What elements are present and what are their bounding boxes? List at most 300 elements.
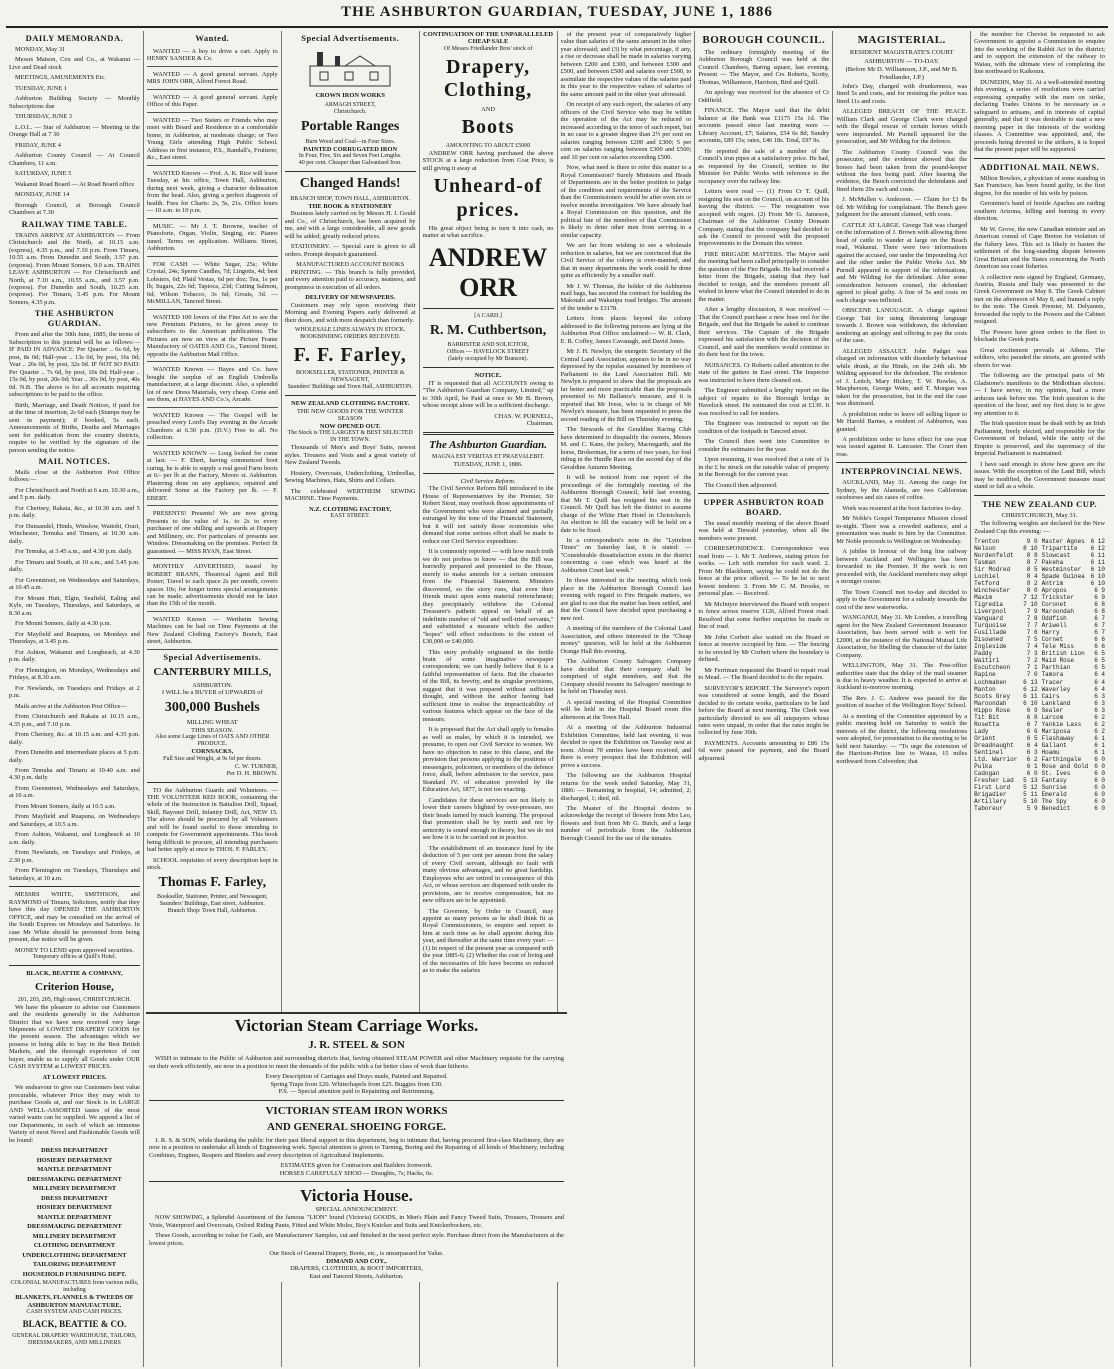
manufactured-text: MANUFACTURED ACCOUNT BOOKS — [296, 261, 405, 269]
horse-name: Fusillade — [974, 629, 1007, 637]
mail-item: For Christchurch and North at 6 a.m. 10.30 a.m., and 5 p.m. daily. — [9, 486, 140, 502]
mail-item: For Chertsey, Rakaia, &c., at 10.30 a.m. and 5 p.m. daily. — [9, 504, 140, 520]
ranges-sub: Burn Wood and Coal—in Four Sizes. — [305, 138, 396, 145]
news-paragraph: of the present year of comparatively higher value than salaries of the same amount in the other year aforesaid; and (3) by what percentage, if any, a rise or decrease shall be made in salaries varying between £200 and £300, and between £300 and £500, and between £500 and salaries over £500, to assimilate the respective values of the salaries paid in this year to the respective values of salaries of the same amount paid in the other year aforesaid. — [560, 31, 692, 98]
additional-report — [974, 175, 1105, 491]
horse-name: Cornet — [1041, 636, 1064, 644]
news-paragraph: Now, what need is there to refer this matter to a Royal Commission? Surely Ministers and Heads of Departments are in the better position to judge of the condition and requirements of the Service than the Commissioners would be after even six or twelve months investigation. We have already had a Royal Commission on this question, and the political fate of the members of that Commission is likely to deter other men from serving in a similar capacity. — [560, 164, 692, 239]
news-paragraph: On receipt of any such report, the salaries of any officers of the Civil Service who may be within the operation of the Act may be reduced or increased according to the tenor of such report, but in no case to a greater degree than 2½ per cent on salaries ranging between £200 and £300; 5 per cent on salaries ranging between £300 and £500; and 10 per cent on salaries exceeding £500. — [560, 101, 692, 161]
iron-sub: AND GENERAL SHOEING FORGE. — [266, 1120, 447, 1133]
canterbury-place: ASHBURTON. — [192, 681, 233, 689]
horse-weight: 6 1 — [1094, 741, 1105, 749]
continuation-text: CONTINUATION OF THE UNPARALLELED CHEAP SALE — [423, 31, 554, 46]
criterion-address: 201, 203, 205, High street, CHRISTCHURCH. — [17, 996, 132, 1003]
horse-weight: 6 8 — [1026, 713, 1038, 721]
criterion-title: Criterion House, — [35, 980, 114, 993]
horse-weight: 6 0 — [1026, 769, 1038, 777]
victoria-house-title: Victoria House. — [300, 1186, 413, 1206]
weight-row — [974, 650, 1037, 657]
interprovincial-paragraph: DUNEDIN, May 31. At a well-attended meeting this evening, a series of resolutions were carried expressing sympathy with the men on strike, declaring Trades Unions to be necessary as a safeguard to artisans, and in interests of capital generally, and that it was desirable to start a new morning paper in the interests of the working classes. A Committee was appointed, and, the proceeds being devoted to the strikers, it is hoped that the present paper will be supported. — [974, 78, 1105, 154]
department-item: MILLINERY DEPARTMENT — [32, 1185, 117, 1193]
weight-row — [974, 707, 1037, 714]
mail-item: For Temuka, at 3.45 a.m., and 4.30 p.m. daily. — [15, 548, 133, 556]
horse-weight: 6 10 — [1090, 580, 1105, 588]
horse-name: Pakeha — [1041, 559, 1064, 567]
horse-weight: 6 5 — [1094, 657, 1105, 665]
horse-weight: 6 1 — [1094, 748, 1105, 756]
column-7 — [833, 31, 971, 1367]
interprovincial-paragraph: At a meeting of the Committee appointed by a public meeting held on Saturday to watch the interests of the district, the following resolutions were adopted, for presentation to the meeting to be held next Saturday: — "To urge the extension of the Harrison-Piriton line to Waiau, 15 miles northward from Culverden; that — [836, 712, 968, 765]
horse-name: Disowned — [974, 636, 1003, 644]
weight-row — [974, 538, 1037, 545]
horse-weight: 5 13 — [1023, 776, 1038, 784]
horse-name: Ltd. Warrior — [974, 755, 1018, 763]
solicitor-notice: MESSRS WHITE, SMITHSON, and RAYMOND of Timaru, Solicitors, notify that they have this day OPENED THE ASHBURTON OFFICE, and may be consulted on the arrival of the South Express on Mondays and Saturdays. In case Mr White should be prevented from being present, due notice will be given. — [9, 891, 140, 944]
borough-paragraph: An apology was received for the absence of Cr Oddfield. — [698, 89, 830, 104]
wanted-list — [147, 46, 278, 650]
memo-item: MEETINGS, AMUSEMENTS Etc. — [15, 74, 106, 82]
wanted-ad: MONTHLY ADVERTISED, issued by ROBERT BRANN, Theatrical Agent and Bill Poster; Travel to each space 2s per month, covers spaces 10s; for longer terms special arrangements can be made; advertisements should not be later than the 15th of the month. — [147, 561, 278, 612]
reform-paragraph: This story probably originated in the fertile brain of some imaginative newspaper correspondent; we can hardly believe that it is a faithful representation of facts. But the character of the Bill, its brevity, and its singular provisions, suggest that it was prepared without sufficient thought, and without the author having had sufficient time to realise the impracticability of various features which appear on the face of the measure. — [422, 648, 554, 723]
horse-weight: 6 0 — [1094, 755, 1105, 763]
department-item: MANTLE DEPARTMENT — [37, 1166, 112, 1174]
mail-heading: MAIL NOTICES. — [38, 456, 111, 467]
rail-heading: RAILWAY TIME TABLE. — [21, 218, 128, 229]
interprovincial-paragraph: AUCKLAND, May 31. Among the cargo for Sydney, by the Alameda, are two Californian racehorses and six cases of coffee. — [836, 479, 968, 502]
memo-item: Borough Council, at Borough Council Chambers at 7.30 — [9, 201, 140, 217]
additional-paragraph: The Powers have given orders to the fleet to blockade the Greek ports. — [974, 328, 1105, 344]
weight-row — [974, 805, 1037, 812]
mail-item: From Temuka and Timaru at 10.40 a.m. and 4.30 p.m. daily. — [9, 766, 140, 782]
horse-name: Oddfish — [1041, 615, 1067, 623]
horse-name: Hoamu — [1041, 748, 1060, 756]
mail-item: For Timaru and South, at 10 a.m., and 3.45 p.m. daily. — [9, 558, 140, 574]
weight-row — [1042, 791, 1105, 798]
temporary-offices: Temporary offices at Quill's Hotel. — [32, 954, 117, 961]
iron-title: VICTORIAN STEAM IRON WORKS — [265, 1104, 448, 1117]
mail-item: For Newlands, on Tuesdays and Fridays at 2 p.m. — [9, 684, 140, 700]
upper-report — [698, 520, 829, 763]
mail-item: From Christchurch and Rakaia at 10.15 a.m., 4.35 p.m., and 7.10 p.m. — [9, 713, 140, 728]
interprovincial-title: INTERPROVINCIAL NEWS. — [841, 466, 963, 477]
cuthbertson-name: R. M. Cuthbertson, — [429, 322, 547, 338]
news-paragraph: A meeting of the members of the Colonial Land Association, and others interested in the "Cheap money" question, will be held at the Ashburton Orange Hall this evening. — [560, 625, 692, 655]
wanted-ad: WANTED — A good general servant. Apply MRS JOHN ORR, Alford Forest Road. — [147, 69, 278, 90]
column-6 — [695, 31, 833, 1367]
weight-row — [974, 587, 1037, 594]
department-item: DRESSMAKING DEPARTMENT — [27, 1223, 122, 1231]
borough-paragraph: NUISANCES. Cr Roberts called attention to the state of the gutters in East street. The Inspector was instructed to have them cleaned out. — [698, 361, 830, 384]
mail-item: Mails close at the Ashburton Post Office follows:— — [9, 469, 140, 484]
reform-paragraph: It is proposed that the Act shall apply to females as well as males, by which it is intended, we presume, to open our Civil Service to women. We have no objection to raise to this clause, and the provision that persons applying to the positions of messengers, policemen, or members of the defence force, shall, before admission to the service, pass Standard IV. of education provided by the Education Act, 1877, is not too exacting. — [422, 726, 554, 794]
horse-weight: 8 8 — [1026, 552, 1038, 560]
wanted-ad: WANTED Known — Prof. A. K. Rice will leave Tuesday, at his office, Town Hall, Ashburton, during next week, giving a character delineation from the head. Also, giving a perfect diagnosis of health. Fees for Charts: 2s, 5s, 21s. Office hours — 10 a.m. to 10 p.m. — [147, 168, 278, 219]
formerly-text: (lately occupied by Mr Branson). — [448, 356, 528, 363]
canterbury-title: CANTERBURY MILLS, — [153, 665, 272, 678]
horse-weight: 6 2 — [1026, 755, 1038, 763]
horse-weight: 6 7 — [1026, 720, 1038, 728]
of-text: Of Messrs Friedlander Bros' stock of — [443, 45, 533, 52]
weight-row — [974, 791, 1037, 798]
magisterial-before: (Before Mr D. Williamson, J.P., and Mr B. Friedlander, J.P.) — [845, 66, 958, 81]
horse-weight: 6 4 — [1094, 685, 1105, 693]
horse-weight: 7 12 — [1023, 594, 1038, 602]
wanted-ad: WANTED KNOWN — Long looked for come at last. — F. Ebert, having commenced boot curing, he is able to supply a real good Farm boots at 6/- per lb at the Factory, Moore st. Ashburton. Plastering done on any appliance, repaired and delivered Some at the Factory per lb. — F. EBERT. — [147, 448, 278, 506]
horse-weight: 8 4 — [1026, 573, 1038, 581]
horse-name: Sir Modred — [974, 566, 1011, 574]
mail-item: For Mount Hutt, Elgin, Seafield, Ealing and Kyle, on Tuesdays, Thursdays, and Saturdays, at 8.30 a.m. — [9, 594, 140, 617]
weight-row — [974, 784, 1037, 791]
horse-weight: 6 11 — [1023, 692, 1038, 700]
horse-weight: 6 0 — [1094, 797, 1105, 805]
nzcup-title: THE NEW ZEALAND CUP. — [982, 498, 1097, 509]
weight-row — [974, 552, 1037, 559]
horse-weight: 6 7 — [1094, 615, 1105, 623]
ff-farley-trade: BOOKSELLER, STATIONER, PRINTER & NEWSAGENT, — [296, 370, 405, 384]
magisterial-paragraph: The Ashburton County Council was the prosecutor, and the evidence showed that the horses had been taken from the pound-keeper without the fees being paid. After hearing the evidence, the Bench convicted the defendants and fined them 20s each and costs. — [836, 148, 968, 193]
news-paragraph: A special meeting of the Hospital Committee will be held in the Hospital Board room this afternoon at the Town Hall. — [560, 698, 692, 721]
victoria-direct: These Goods, according to value for Cash, are Manufacturers' Samples, cut and finished in the most perfect style. Purchase direct from the Manufacturers at the lowest prices. — [149, 1232, 564, 1247]
department-item: MILLINERY DEPARTMENT — [32, 1232, 117, 1240]
horse-weight: 5 10 — [1023, 797, 1038, 805]
weight-row — [1042, 601, 1105, 608]
mail-item: From Newlands, on Tuesdays and Fridays, at 2.30 p.m. — [9, 849, 140, 864]
memo-item: Ashburton Building Society — Monthly Subscriptions due — [9, 95, 140, 110]
department-item: HOUSEHOLD FURNISHING DEPT. — [22, 1270, 127, 1278]
weight-row — [1042, 587, 1105, 594]
milling-wheat: MILLING WHEAT — [186, 719, 238, 727]
magisterial-paragraph: OBSCENE LANGUAGE. A charge against George Tait for using threatening language towards J. Brown was withdrawn, the defendant tendering an apology and offering to pay the costs of the case. — [836, 307, 968, 345]
bookbinding-text: BOOKBINDING ORDERS RECEIVED. — [300, 334, 401, 341]
horse-name: Sealer — [1041, 706, 1064, 714]
branch-shop: BRANCH SHOP, TOWN HALL, ASHBURTON. — [290, 195, 411, 202]
horse-name: Sunrise — [1041, 783, 1067, 791]
department-item: DRESS DEPARTMENT — [40, 1147, 108, 1155]
upper-title: UPPER ASHBURTON ROAD BOARD. — [703, 497, 825, 517]
horse-name: Larcom — [1041, 713, 1064, 721]
weight-row — [974, 566, 1037, 573]
news-paragraph: The Master of the Hospital desires to acknowledge the receipt of flowers from Mrs Leo, flowers and fruit from Mr G. Butch, and a large number of periodicals from the Ashburton Borough Council for the use of the inmates. — [560, 804, 692, 842]
horse-name: Cairs — [1041, 692, 1060, 700]
horse-name: Vanguard — [974, 615, 1003, 623]
weight-row — [1042, 566, 1105, 573]
horse-weight: 6 13 — [1023, 678, 1038, 686]
memo-item: Ashburton County Council — At Council Chambers, 11 a.m. — [9, 152, 140, 167]
magisterial-paragraph: CATTLE AT LARGE. George Tait was charged on the information of J. Brown with allowing three head of cattle to wander at large on the Beach road, Wakanui. There were two informations against the accused, one under the Impounding Act and the other under the Public Works Act. Mr Purnell appeared in support of the informations, and Mr Wilding for the defendant. After some consideration between counsel, the defendant agreed to plead guilty. A fine of 5s and costs on each charge was inflicted. — [836, 221, 968, 304]
nzcf-name: N.Z. CLOTHING FACTORY, — [309, 505, 392, 513]
horse-weight: 7 1 — [1026, 664, 1038, 672]
horse-weight: 6 3 — [1094, 706, 1105, 714]
weight-row — [974, 686, 1037, 693]
weight-row — [1042, 615, 1105, 622]
horse-weight: 7 6 — [1026, 629, 1038, 637]
borough-paragraph: The Council then adjourned. — [704, 481, 778, 489]
victoria-stock: Our Stock of General Drapery, Boots, etc., is unsurpassed for Value. — [269, 1250, 444, 1258]
weight-row — [974, 721, 1037, 728]
weight-row — [1042, 805, 1105, 812]
weights-list-2 — [1042, 538, 1105, 812]
mail-item: From Dunedin and intermediate places at 5 p.m. daily. — [9, 749, 140, 764]
horse-weight: 5 9 — [1026, 804, 1038, 812]
weight-row — [1042, 686, 1105, 693]
department-item: HOSIERY DEPARTMENT — [36, 1204, 113, 1212]
mail-item: From Mount Somers, daily at 10.5 a.m. — [15, 802, 116, 810]
borough-paragraph: The ordinary fortnightly meeting of the Ashburton Borough Council was held at the Council Chambers, Baring square, last evening. Present — The Mayor, and Crs Roberts, Scotty, Thomas, Williamson, Harrison, Bird and Quill. — [698, 48, 830, 86]
horse-name: Tit Bit — [974, 713, 1000, 721]
horse-weight: 7 9 — [1026, 608, 1038, 616]
horse-name: British Lion — [1041, 650, 1085, 658]
money-to-lend: MONEY TO LEND upon approved securities. — [15, 946, 134, 954]
upper-paragraph: CORRESPONDENCE. Correspondence was read from — 1. Mr T. Andrews, stating prices for works. — Left with member for each ward. 2. From Mr Blackburn, saying he could not do the fence at the price offered. — To be let to next lowest tenderer. 3. From Mr C. M. Brooke, re personal plan. — Received. — [698, 545, 830, 598]
horse-weight: 5 11 — [1023, 790, 1038, 798]
horse-name: Dreadnaught — [974, 741, 1014, 749]
steel-every: Every Description of Carriages and Drays made, Painted and Repaired. — [265, 1073, 448, 1081]
horse-weight: 6 2 — [1094, 720, 1105, 728]
iron-body: J. R. S. & SON, while thanking the public for their past liberal support to this department, beg to intimate that, having procured first-class Machinery, they are now in a position to undertake all kinds of Engineering work. Special attention is given to Turning, Boring and the Repairing of all kinds of Machinery, including Combines, Engines, Reapers and Binders and every description of Agricultural Implements. — [149, 1136, 564, 1159]
memo-item: THURSDAY, JUNE 3 — [15, 113, 72, 121]
interprovincial-paragraph: Work was resumed at the boot factories to-day. — [842, 504, 963, 512]
weight-row — [1042, 777, 1105, 784]
borough-paragraph: FIRE BRIGADE MATTERS. The Mayor said the meeting had been called principally to consider the question of the Fire Brigade. He had received a letter from the Brigade, stating that they had decided to resign, and the members present all wished to know what the Council intended to do in the matter. — [698, 250, 830, 303]
mail-item: For Greenstreet, on Wednesdays and Saturdays, at 10.45 a.m. — [9, 576, 140, 592]
wanted-ad: WANTED — Two Sisters or Friends who may meet with Board and Residence in a comfortable home, in Ashburton, at moderate charge; or Two Young Girls attending High Public School. Address in first instance, P.S., Randall's, Fruiterer, &c., East street. — [147, 115, 278, 166]
weight-row — [1042, 700, 1105, 707]
horse-name: Ingleside — [974, 643, 1007, 651]
department-item: HOSIERY DEPARTMENT — [36, 1156, 113, 1164]
hosiery-text: Hosiery, Overcoats, Underclothing, Umbrellas, Sewing Machines, Hats, Shirts and Collars. — [284, 469, 416, 485]
horse-name: Westminster — [1041, 566, 1082, 574]
horse-weight: 6 8 — [1094, 608, 1105, 616]
borough-paragraph: FINANCE. The Mayor said that the debit balance at the Bank was £1175 15s 1d. The accounts passed since last meeting were — Library Account, £7; Salaries, £54 6s 8d; Sundry accounts, £89 15s; rates, £46 18s. Total, £97 9s. — [698, 107, 830, 145]
victoria-body: NOW SHOWING, a Splendid Assortment of the famous "LION" brand (Victoria) GOODS, in Men's Plain and Fancy Tweed Suits, Trousers, Trousers and Vests, Waterproof and Overcoats, Oxford Riding Pants, Fitted and White Moles, Boy's Knicker and Suits and Knickerbockers, etc. — [149, 1214, 564, 1229]
upper-paragraph: SURVEYOR'S REPORT. The Surveyor's report was considered at some length, and the Board decided to do certain works, particulars to be laid before the Board at next meeting. The Clerk was particularly directed to see all ratepayers whose rates were unpaid, in order that the rates might be collected by June 30th. — [698, 684, 830, 737]
wertheim-text: The celebrated WERTHEIM SEWING MACHINE. Time Payments. — [284, 487, 416, 503]
mail-item: Mails arrive at the Ashburton Post Office— — [15, 702, 127, 710]
interprovincial-paragraph: The Town Council met to-day and decided to apply to the Government for a subsidy towards the cost of the new waterworks. — [836, 588, 968, 611]
weight-row — [974, 735, 1037, 742]
cheaper-text: 40 per cent. Cheaper than Galvanised Iron. — [298, 160, 402, 167]
horse-name: Trenton — [974, 538, 1000, 546]
interprovincial-paragraph: A jubilee in honour of the long line railway between Auckland and Wellington has been forwarded to the Premier. If the work is not proceeded with, the Auckland members may adopt a stronger course. — [836, 548, 968, 586]
weight-row — [1042, 749, 1105, 756]
oats-text: Also some Large Lines of OATS AND OTHER PRODUCE. — [155, 734, 270, 748]
memo-item: MONDAY, May 31 — [15, 45, 66, 53]
mail-item: For Mayfield and Ruapuna, on Mondays and Thursdays, at 3.45 p.m. — [9, 630, 140, 646]
steel-name: J. R. STEEL & SON — [308, 1039, 405, 1052]
steel-ps: P.S. — Special attention paid to Repainting and Retrimming. — [278, 1088, 435, 1096]
horse-name: Paddy — [974, 650, 993, 658]
horse-name: Fresher Lad — [974, 776, 1014, 784]
memo-item: FRIDAY, JUNE 4 — [15, 141, 61, 149]
horse-weight: 8 5 — [1026, 566, 1038, 574]
volunteer-notice: TO the Ashburton Guards and Volunteers. — THE VOLUNTEER RED BOOK, containing the whole of the Instruction in Battalion Drill, Squad, Skill, Bayonet Drill, Infantry Drill, Act, NEW 15. The above should be procured by all Volunteers and will be found useful to those intending to compete for Government appointments. This book being difficult to procure, all intending purchasers had better apply at once to THOS. F. FARLEY. — [146, 786, 278, 854]
wanted-ad: WANTED — A good general servant. Apply Office of this Paper. — [147, 92, 278, 113]
steel-body: WISH to intimate to the Public of Ashburton and surrounding districts that, having obtained STEAM POWER and other Machinery requisite for the carrying on their work efficiently, are now in a position to meet the demands of the public with a far better class of work than hitherto. — [149, 1055, 564, 1070]
upper-paragraph: Mr John Corbett also waited on the Board re fence at reserve occupied by him. — The fencing to be erected by Mr Corbett where the boundary is defined. — [698, 633, 830, 664]
memo-item: TUESDAY, JUNE 1 — [15, 84, 68, 92]
mail-item: For Mount Somers, daily at 4.30 p.m. — [15, 620, 112, 628]
stationery-text: STATIONERY. — Special care is given to all orders. Prompt despatch guaranteed. — [284, 243, 416, 258]
horse-weight: 6 9 — [1094, 594, 1105, 602]
horse-weight: 6 6 — [1094, 643, 1105, 651]
notice-title: NOTICE. — [474, 372, 502, 380]
upper-paragraph: Mr Ferriman requested the Board to repair road to Mead. — The Board decided to do the repairs. — [698, 666, 830, 682]
weight-row — [1042, 756, 1105, 763]
departments-list — [9, 1147, 140, 1278]
reform-article — [423, 485, 554, 975]
horse-name: Master Agnes — [1041, 538, 1085, 546]
horse-weight: 6 0 — [1094, 790, 1105, 798]
horse-name: Orient — [974, 734, 996, 742]
farley-branch: Branch Shop: Town Hall, Ashburton. — [167, 908, 257, 915]
horse-name: Waitiri — [974, 657, 1000, 665]
news-paragraph: At a meeting of the Ashburton Industrial Exhibition Committee, held last evening, it was decided to open the Exhibition on Tuesday next at noon. About 70 entries have been received, and there is every prospect that the Exhibition will prove a success. — [560, 724, 692, 769]
horse-weight: 6 12 — [1090, 538, 1105, 546]
horse-weight: 6 0 — [1094, 783, 1105, 791]
painted-iron: PAINTED CORRUGATED IRON — [303, 145, 398, 153]
borough-paragraph: Letters were read — (1) From Cr T. Quill, resigning his seat on the Council, on account of his leaving the district. — The resignation was accepted with regret. (2) From Mr G. Jameson, Chairman of the Ashburton County Domain Company, stating that the company had decided to ask the Council to proceed with the proposed improvements to the Domain this winter. — [698, 188, 830, 248]
borough-title: BOROUGH COUNCIL. — [702, 34, 826, 46]
reform-paragraph: The establishment of an insurance fund by the deduction of 5 per cent per annum from the salary of every Civil servant, although no fault with many obvious advantages, and no great hardship. Employees who are retired in consequence of this Act, or whose services are dispensed with under its provisions, are to receive compensation, but no new officers are to be appointed. — [422, 844, 554, 905]
horse-name: Turquoise — [974, 622, 1007, 630]
weight-row — [974, 714, 1037, 721]
dateline: TUESDAY, JUNE 1, 1886. — [453, 461, 523, 469]
horse-weight: 6 2 — [1094, 713, 1105, 721]
horse-name: Rose and Gold — [1041, 762, 1089, 770]
wanted-ad: WANTED 100 lovers of the Fine Art to see the new Premium Pictures, to be given away to subscribers to the American publications. The Pictures are now on view at the Picture Frame Manufactory of OATES AND Co., Tancred Street, opposite the Ashburton Mail Office. — [147, 312, 278, 363]
interprovincial-paragraph: Mr Noble's Gospel Temperance Mission closed to-night. There was a crowded audience, and a presentation was made to him by the Committee. Mr Noble proceeds to Wellington on Wednesday. — [836, 515, 968, 545]
season-text: THIS SEASON. — [191, 726, 234, 734]
nzcup-intro: The following weights are declared for the New Zealand Cup this evening: — — [974, 520, 1105, 535]
news-paragraph: In a correspondent's note in the "Lyttelton Times" on Saturday last, it is stated: — "Considerable dissatisfaction exists in the district concerning a case which was heard at the Ashburton Court last week." — [560, 537, 692, 574]
horse-name: Ariwell — [1041, 622, 1067, 630]
weight-row — [1042, 573, 1105, 580]
victorian-title: Victorian Steam Carriage Works. — [234, 1016, 479, 1035]
horse-weight: 7 8 — [1026, 615, 1038, 623]
weight-row — [974, 700, 1037, 707]
wanted-ad: WANTED Known — Wertheim Sewing Machines can be had on Time Payments at the New Zealand Clothing Factory's Branch, East street, Ashburton. — [147, 614, 278, 650]
memo-item: Messrs Matson, Cox and Co., at Wakanui — Live and Dead stock — [9, 56, 140, 71]
horse-name: Manton — [974, 685, 996, 693]
news-paragraph: Mr J. W. Thomas, the holder of the Ashburton mail bags, has secured the contract for building the Makotahi and Wakatipu road bridges. The amount of the tender is £3178. — [560, 282, 692, 312]
bushels-text: 300,000 Bushels — [164, 699, 260, 715]
department-item: DRESS DEPARTMENT — [40, 1194, 108, 1202]
farley-address: Saunders' Buildings, East street, Ashburton. — [159, 901, 265, 908]
weight-row — [1042, 784, 1105, 791]
horse-name: Winchester — [974, 587, 1011, 595]
borough-paragraph: The Council then went into Committee to consider the estimates for the year. — [698, 438, 830, 453]
weight-row — [1042, 679, 1105, 686]
mail-item: For Flemington, on Mondays, Wednesdays and Fridays, at 8.30 a.m. — [9, 666, 140, 682]
horse-weight: 6 4 — [1026, 741, 1038, 749]
horse-weight: 6 9 — [1026, 706, 1038, 714]
notice-text: IT is requested that all ACCOUNTS owing to "The Ashburton Guardian Company, Limited," up to 30th April, be Paid at once to Mr B. Brown, whose receipt alone will be a sufficient discharge. — [422, 379, 554, 410]
department-item: CLOTHING DEPARTMENT — [33, 1242, 116, 1250]
weight-row — [1042, 693, 1105, 700]
weight-row — [1042, 580, 1105, 587]
ff-farley-address: Saunders' Buildings and Town Hall, ASHBURTON. — [287, 384, 413, 391]
weight-row — [974, 749, 1037, 756]
horse-name: Rapine — [974, 671, 996, 679]
mail-item: From Greenstreet, Wednesdays and Saturdays, at 10 a.m. — [9, 784, 140, 800]
weight-row — [1042, 650, 1105, 657]
bottom-ads — [146, 1012, 567, 1282]
mail-item: From Chertsey, &c. at 10.15 a.m. and 4.35 p.m. daily. — [9, 731, 140, 746]
additional-paragraph: I have said enough to show how grave are the issues. With the exception of the Land Bill, which may be modified, the Government measure must stand or fall as a whole. — [974, 460, 1105, 491]
horse-weight: 6 12 — [1023, 685, 1038, 693]
painted-sub: In Four, Five, Six and Seven Feet Lengths. — [298, 153, 402, 160]
horse-name: Liverpool — [974, 608, 1007, 616]
horse-weight: 7 10 — [1023, 601, 1038, 609]
suits-text: Thousands of Men's and Boys' Suits, newest styles. Trousers and Vests and a great variety of New Zealand Tweeds. — [284, 444, 416, 467]
criterion-body-2: We endeavour to give our Customers best value procurable, whatever Price they may wish to purchase Goods at, and our Stock is in LARGE AND WELL-ASSORTED tastes of the most varied wants can be supplied. We append a list of our Departments, in each of which an immense Variety of most Novel and Fashionable Goods will be found: — [9, 1084, 140, 1144]
guardian-heading: THE ASHBURTON GUARDIAN. — [34, 308, 115, 329]
news-paragraph: The following are the Ashburton Hospital returns for the week ended Saturday, May 31, 1886: — Remaining in hospital, 14; admitted, 2; discharged, 1; died, nil. — [560, 772, 692, 802]
horse-weight: 8 10 — [1023, 545, 1038, 553]
horse-name: Hippo Rose — [974, 706, 1011, 714]
reform-paragraph: Candidates for these services are not likely to lower their careers blighted by over-pressure, nor their heads turned by much learning. The proposal that promotion shall be by merit and not by seniority is sound enough in theory, but we do not see how it is to be carried out in practice. — [422, 796, 554, 842]
weight-row — [1042, 664, 1105, 671]
horse-weight: 6 0 — [1094, 769, 1105, 777]
horse-weight: 6 5 — [1094, 664, 1105, 672]
news-paragraph: In those interested in the meeting which took place in the Ashburton Borough Council last evening with regard to Fire Brigade matters, we are glad to see that the matter has been settled, and that the Council have decided upon purchasing a new reel. — [560, 577, 692, 622]
magisterial-paragraph: A prohibition order to leave off selling liquor to Mr Harold Barnes, a resident of Ashburton, was granted. — [836, 410, 968, 433]
horse-weight: 6 0 — [1094, 776, 1105, 784]
horse-name: Artillery — [974, 797, 1007, 805]
horse-name: Lankland — [1041, 699, 1071, 707]
weight-row — [974, 664, 1037, 671]
wanted-ad: MUSIC. — Mr J. T. Browne, teacher of Pianoforte, Organ, Violin, Singing, etc. Pianos tuned. Terms on application. Williams Street, Ashburton. — [147, 221, 278, 257]
horse-name: Harry — [1041, 629, 1060, 637]
horse-name: Nordenfeldt — [974, 552, 1014, 560]
interprovincial-paragraph: the member for Cheviot be requested to ask Government to appoint a Commission to enquire into the working of the Rabbit Act in the district; and to support the extension of the railway to Waiau, with the ultimate view of completing the line northward to Kaikoura. — [974, 31, 1105, 76]
borough-paragraph: He reported the sale of a number of the Council's iron pipes at a satisfactory price. He had, as requested by the Council, written to the Minister for Public Works with reference to the occupancy over the railway line. — [698, 147, 830, 185]
horse-name: Maid Rose — [1041, 657, 1074, 665]
victoria-special: SPECIAL ANNOUNCEMENT. — [315, 1206, 398, 1214]
horse-name: Sentinel — [974, 748, 1003, 756]
horse-weight: 6 0 — [1094, 804, 1105, 812]
upper-paragraph: The usual monthly meeting of the above Board was held at Tinwald yesterday, when all the members were present. — [698, 519, 830, 542]
horse-weight: 6 2 — [1094, 727, 1105, 735]
horse-weight: 6 3 — [1026, 748, 1038, 756]
mail-list — [9, 469, 140, 882]
horse-name: Mariposa — [1041, 727, 1071, 735]
magisterial-report — [836, 83, 967, 459]
horse-name: Flashaway — [1041, 734, 1074, 742]
blankets-text: BLANKETS, FLANNELS & TWEEDS OF ASHBURTON MANUFACTURE. — [15, 1294, 134, 1309]
horse-weight: 6 1 — [1094, 734, 1105, 742]
horse-name: Apropos — [1041, 587, 1067, 595]
weight-row — [1042, 629, 1105, 636]
news-paragraph: Mr J. H. Newlyn, the energetic Secretary of the Central Land Association, appears to be in no way depressed by the repulse sustained by members of Parliament to the Land Association Bill. Mr Newlyn is prepared to show that the proposals are far better and more practicable than the proposals presented to Mr Ballance's measure, and it is reported that Mr Ivess, who is in charge of Mr Newlyn's measure, has been requested to press the second reading of the Bill on Thursday evening. — [560, 348, 692, 423]
interprovincial-cont — [974, 31, 1105, 154]
nzcf-address: EAST STREET. — [330, 513, 370, 520]
department-item: MANTLE DEPARTMENT — [37, 1213, 112, 1221]
weight-row — [1042, 636, 1105, 643]
horse-name: Taboreur — [974, 804, 1003, 812]
weight-row — [974, 615, 1037, 622]
weight-row — [974, 594, 1037, 601]
horse-name: Benedict — [1041, 804, 1071, 812]
horse-weight: 8 2 — [1026, 580, 1038, 588]
horse-name: Farthingale — [1041, 755, 1082, 763]
horse-weight: 6 0 — [1094, 762, 1105, 770]
horse-weight: 6 6 — [1026, 727, 1038, 735]
memo-item: SATURDAY, JUNE 5 — [15, 170, 72, 178]
weight-row — [1042, 742, 1105, 749]
horse-name: Slowcast — [1041, 552, 1071, 560]
horse-weight: 6 3 — [1094, 692, 1105, 700]
